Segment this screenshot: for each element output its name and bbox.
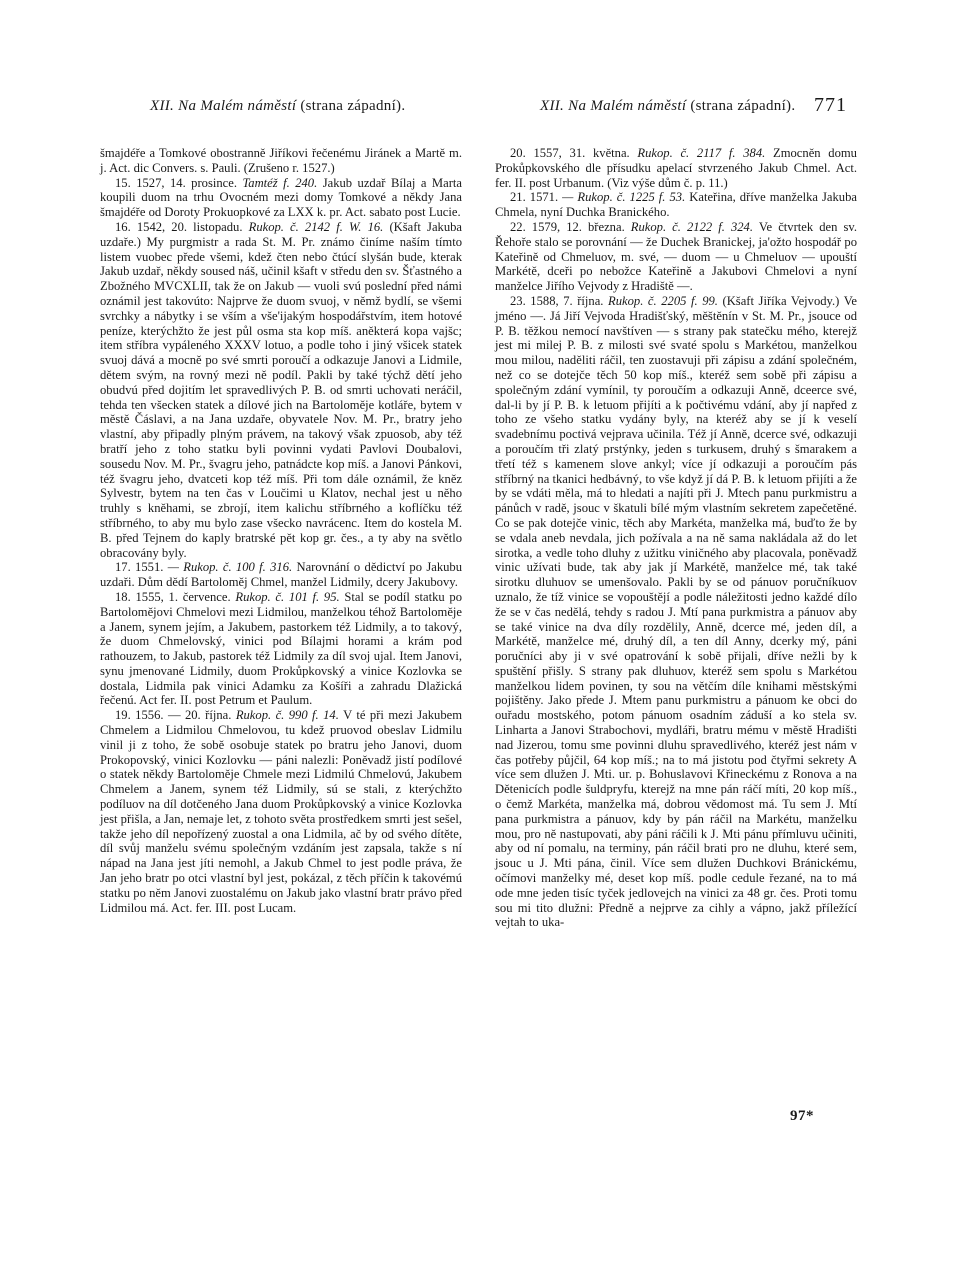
entry-ref: Tamtéž f. 240.: [242, 175, 318, 190]
entry-16: [100, 220, 462, 560]
entry-text: Stal se podíl statku po Bartolomějovi Chmelovi mezi Lidmilou, manželkou téhož Bartoloměje a Janem, synem jejím, a Jakubem, pastorkem též Lidmily, a to takový, že duom Chmelovský, vinici pod Bílajmi horami a krám pod rathouzem, to Jakub, pastorek též Lidmily za díl svoj ujal. Item Janovi, synu jmenované Lidmily, duom Prokůpkovský a vinice Kozlovka se dostala, Lidmila pak vinici Adamku za Košíři a zahradu Dlažická řečenú. Act fer. II. post Petrum et Paulum.: [100, 589, 463, 708]
entry-23: [495, 294, 857, 930]
printer-signature-mark: 97*: [790, 1108, 814, 1124]
entry-ref: Rukop. č. 101 f. 95.: [235, 589, 340, 604]
running-head-left-subtitle: (strana západní).: [300, 98, 406, 114]
entry-head: 17. 1551.: [115, 560, 164, 575]
entry-text: V té při mezi Jakubem Chmelem a Lidmilou Chmelovou, tu kdež pruovod obeslav Lidmilu vinil ji z toho, že sobě osobuje statek po bratru jeho Janovi, duom Prokopovský, vinici Kozlovku — páni nalezli: Poněvadž jistí podílové o statek někdy Bartoloměje Chmele mezi Lidmilú Chmelovú, Jakubem Chmelem a Janem, synem též Lidmily, sú se stali, z kterýchžto podíluov na díl dotčeného Jana duom Prokůpkovský a vinice Kozlovka jest přišla, a Jan, nemaje let, z tohoto světa prostředkem smrti jest sešel, takže jeho díl nepořízený zuostal a ona Lidmila, ač by od svého dítěte, díl svůj manželu svému společným vzdáním jest zapsala, takže s ní nápad na Jana jest jíti nemohl, a Jakub Chmel to jest podle práva, že Jan jeho bratr po otci vlastní byl jest, pokázal, z těch příčin k takovémú statku po něm Janovi zuostalému on Jakub jako vlastní bratr právo před Lidmilou má. Act. fer. III. post Lucam.: [100, 708, 463, 915]
entry-head: 19. 1556. — 20. října.: [115, 708, 232, 723]
entry-head: 20. 1557, 31. května.: [510, 146, 630, 160]
entry-ref: Rukop. č. 2122 f. 324.: [630, 219, 753, 234]
running-head-left-title: Na Malém náměstí: [178, 98, 297, 114]
entry-ref: Rukop. č. 2142 f. W. 16.: [248, 219, 384, 234]
running-head-right-subtitle: (strana západní).: [690, 98, 796, 114]
entry-text: (Kšaft Jakuba uzdaře.) My purgmistr a rada St. M. Pr. známo činíme naším tímto listem vuobec přede všemi, kdež čten nebo čtúcí slyšán bude, kterak Jakub uzdař, někdy soused náš, učinil kšaft v středu den sv. Šťastného a Zbožného MVCXLII, tak že on Jakub — vuoli svú poslední před námi oznámil jest takovúto: Najprve že duom svuoj, v němž bydlí, se všemi svrchky a nábytky i se vším a vše'ijakým hospodářstvím, item hotové peníze, kterýchžto že jest půl osma sta kop míš. aněkterá kopa vajšc; item stříbra vypáleného XXXV lotuo, a podle toho i jiný všicek statek svuoj dává a mocně po své smrti poroučí a odkazuje Janovi a Lidmile, dětem svým, na rovný mezi ně podíl. Pakli by také týchž dětí jeho obudvú před dojitím let spravedlivých P. B. od smrti uchovati neráčil, tehda ten všecken statek a dílové jich na Bartoloměje kotláře, bytem v městě Čáslavi, a na Jana uzdaře, obyvatele Nov. M. Pr., bratry jeho vlastní, aby připadly plným právem, na takový však zpuosob, aby též bratří jeho z toho statku byli povinni vydati Pavlovi Doubalovi, sousedu Nov. M. Pr., švagru jeho, patnádcte kop míš. a Janovi Pánkovi, též švagru jeho, dvatceti kop též míš. Při tom dále oznámil, že kněz Sylvestr, bytem na ten čas v Loučimi u Klatov, nechal jest u něho truhly s kněhami, se zbrojí, item kalichu stříbrného a koflíčku též stříbrného, to aby mu bylo zase všecko navrácenc. Item do kostela M. B. před Tejnem do kaply bratrské pět kop gr. čes., a ty aby na světlo obracovány byly.: [100, 219, 463, 560]
right-column: [495, 146, 857, 930]
entry-text: Jakub uzdař Bílaj a Marta koupili duom na trhu Ovocném mezi domy Tomkové a někdy Jana šmajdéře od Doroty Prokuopkové za LXX k. pr. Act. sabato post Lucie.: [100, 175, 462, 220]
left-column: [100, 146, 462, 915]
entry-19: [100, 708, 462, 915]
entry-text: šmajdéře a Tomkové obostranně Jiříkovi řečenému Jiránek a Martě m. j. Act. dic Convers. s. Pauli. (Zrušeno r. 1527.): [100, 146, 462, 175]
entry-head: 18. 1555, 1. července.: [115, 589, 231, 604]
running-head-left-part: XII.: [150, 98, 175, 114]
entry-15: [100, 176, 462, 220]
running-head-right-part: XII.: [540, 98, 565, 114]
running-head-right-title: Na Malém náměstí: [568, 98, 687, 114]
entry-22: [495, 220, 857, 294]
entry-ref: Rukop. č. 990 f. 14.: [235, 708, 339, 723]
entry-ref: Rukop. č. 2117 f. 384.: [637, 146, 766, 160]
entry-17: [100, 560, 462, 590]
entry-head: 23. 1588, 7. října.: [510, 293, 604, 308]
entry-ref: — Rukop. č. 1225 f. 53.: [562, 190, 686, 205]
entry-text: (Kšaft Jiříka Vejvody.) Ve jméno —. Já Jiří Vejvoda Hradišťský, měštěnín v St. M. Pr., jsouce od P. B. těžkou nemocí navštíven — s strany pak statečku mého, kterejž jest mi milej P. B. z milosti své svaté spolu s Markétou, manželkou mou milou, naděliti ráčil, ten zuostavuji při zápisu a zdání společném, než co se dotejče těch 50 kop míš., kteréž sem sobě při zápisu a společným zdání vymínil, ty poroučím a odkazuji Anně, dceerce své, dal-li by jí P. B. k letuom přijíti a k počtivému vdání, aby jí napřed z toho ze všeho statku vydány byly, na kteréž aby se jí k veselí svadebnímu poctivá vejprava učinila. Též jí Anně, dcerce své, odkazuji a poroučím tři zlatý prstýnky, jeden s turkusem, druhý s šmarakem a třetí též s kamenem slove ankyl; více jí odkazuji a poroučím pás stříbrný na tkanici hedbávný, to vše když jí dá P. B. k letuom přijíti a že by se vdáti měla, má to hledati a najíti při J. Mtech panu purkmistru a pánůch v radě, jsouc v škatuli bílé mým vlastním sekretem zapečetěné. Co se pak dotejče vinic, těch aby Markéta, manželka má, buďto že by se vdala aneb nevdala, jich požívala a na ně sama nakládala až do let sirotka, a vedle toho dluhy z užitku viničného aby placovala, poněvadž vinic užívati bude, tak aby jak jí Markétě, manželce mé, tak také sirotku dluhuov se umenšovalo. Pakli by se od pánuov poručníkuov uznalo, že tíž vinice se vopouštějí a podle náležitosti jedno každé dílo že se v čas nedělá, tehdy s radou J. Mtí pana purkmistra a pánuov aby se také vinice na dva díly rozdělily, Anně, dcerce mé, jeden díl, a Markétě, manželce mé, druhý díl, a ten díl Anny, dcerky mý, páni poručníci aby ji v své opatrování k sobě přijali, dříve nežli by k spuštění přišly. S strany pak dluhuov, kteréž sem spolu s Markétou manželkou lidem povinen, ty sou na větčím díle knihami městskými pojištěny. Jako přede J. Mtem panu purkmistru a pánuom ke obci do ouřadu mostského, potom pánuom osadním záduší a ko stela sv. Linharta a Janovi Strabochovi, mydláři, bratru mému v městě Hradišti nad Jizerou, tomu sme povinni dluhu spravedlivého, kteréž jest nám v čas potřeby půjčil, 64 kop míš.; na to má jistotu pod čtyřmi sekrety A více sem dlužen J. Mti. ur. p. Bohuslavovi Křineckému z Ronova a na Dětenicích podle šuldpryfu, kterejž na mne pán ráčí míti, 20 kop míš., o čemž Markéta, manželka má, dobrou vědomost má. Tu sem J. Mtí pana purkmistra a pánuov, kdy by pán ráčil na Markétu, manželku mou, pro ně nastupovati, aby páni ráčili k J. Mti pánu přímluvu učiniti, aby od ní pomalu, na terminy, pán ráčil brati pro ne dluhu, které sem, jsouc u J. Mti pána, činil. Více sem dlužen Duchkovi Bránickému, očímovi manželky mé, deset kop míš. podle cedule řezané, na to má ode mne jeden tisíc tyček jedlovejch na vinici za 48 gr. čes. Proti tomu sou mi tito dlužni: Předně a nejprve za cihly a vápno, jakž příležící vejtah to uka-: [495, 293, 857, 930]
entry-ref: — Rukop. č. 100 f. 316.: [167, 560, 293, 575]
entry-text: Zmocněn domu Prokůpkovského dle přísudku apelací stvrzeného Jakub Chmel. Act. fer. II. post Urbanum. (Viz výše dům č. p. 11.): [495, 146, 857, 190]
entry-head: 16. 1542, 20. listopadu.: [115, 219, 243, 234]
entry-continuation: [100, 146, 462, 176]
entry-head: 15. 1527, 14. prosince.: [115, 175, 237, 190]
entry-21: [495, 190, 857, 220]
entry-text: Kateřina, dříve manželka Jakuba Chmela, nyní Duchka Branického.: [495, 190, 857, 220]
running-head-left: [150, 98, 405, 115]
entry-head: 21. 1571.: [510, 190, 559, 205]
entry-head: 22. 1579, 12. března.: [510, 219, 625, 234]
entry-20: [495, 146, 857, 190]
entry-text: Ve čtvrtek den sv. Řehoře stalo se porovnání — že Duchek Branickej, ja'ožto hospodář po Kateřině od Chmeluov, m. své, — duom — u Chmeluov — upouští Markétě, dceři po nebožce Kateřině a Jakubovi Chmelovi a nyní manželce Jiřího Vejvody z Hradiště —.: [495, 219, 857, 294]
running-head-right: [540, 98, 795, 115]
entry-18: [100, 590, 462, 708]
entry-text: Narovnání o dědictví po Jakubu uzdaři. Dům dědí Bartoloměj Chmel, manžel Lidmily, dcery Jakubovy.: [100, 560, 463, 590]
page-number: 771: [814, 94, 847, 116]
entry-ref: Rukop. č. 2205 f. 99.: [608, 293, 718, 308]
